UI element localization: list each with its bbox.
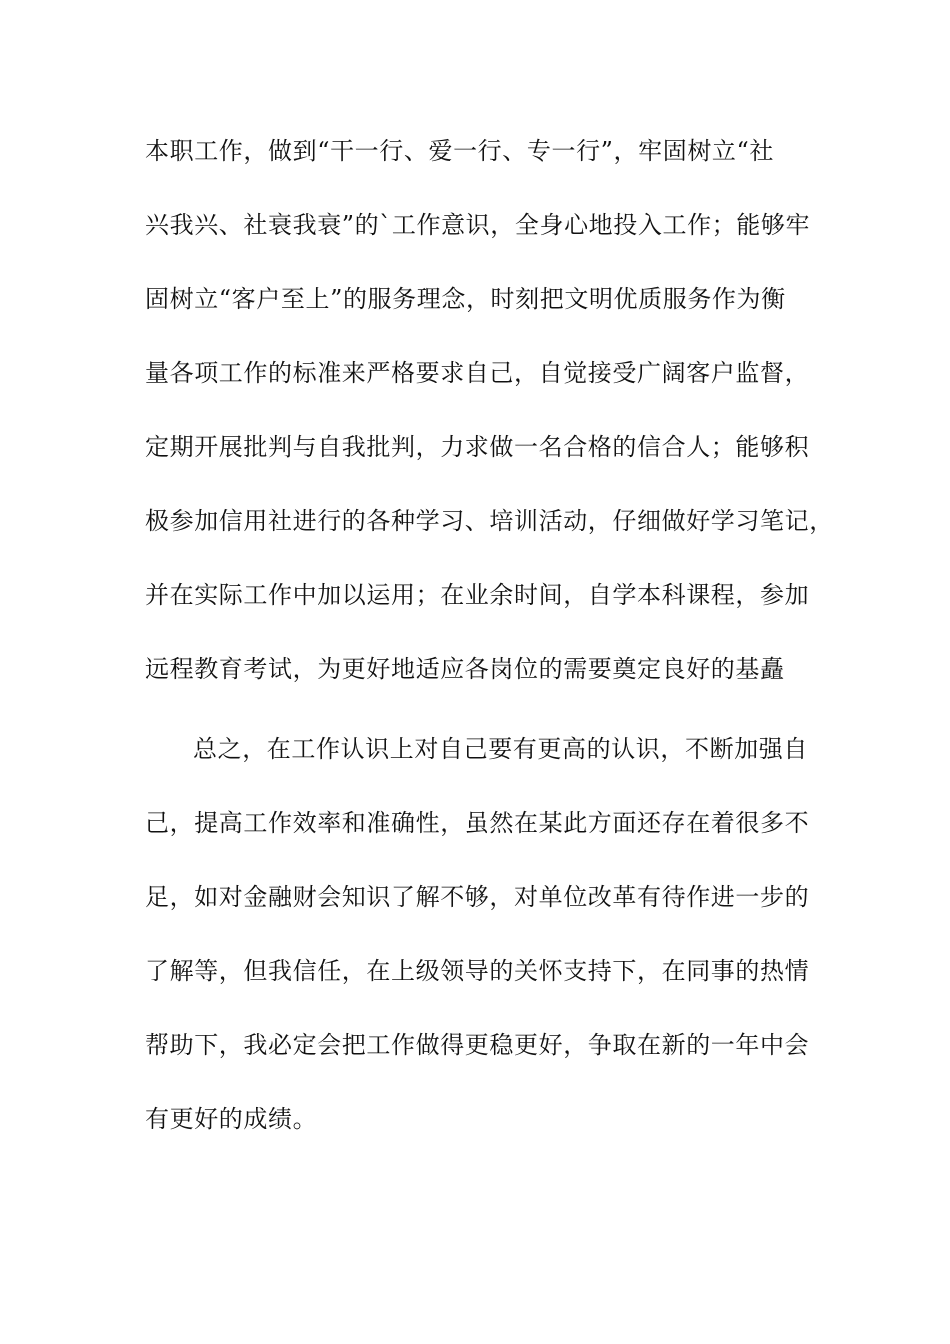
text-line: 定期开展批判与自我批判，力求做一名合格的信合人；能够积	[145, 433, 810, 461]
text-line: 有更好的成绩。	[145, 1105, 318, 1133]
text-line: 己，提高工作效率和准确性，虽然在某此方面还存在着很多不	[145, 809, 810, 837]
text-line: 量各项工作的标准来严格要求自己，自觉接受广阔客户监督，	[145, 359, 810, 387]
text-line: 极参加信用社进行的各种学习、培训活动，仔细做好学习笔记，	[145, 507, 834, 535]
text-line: 本职工作，做到“干一行、爱一行、专一行”，牢固树立“社	[145, 137, 775, 165]
text-line: 并在实际工作中加以运用；在业余时间，自学本科课程，参加	[145, 581, 810, 609]
text-line: 固树立“客户至上”的服务理念，时刻把文明优质服务作为衡	[145, 285, 786, 313]
text-line: 兴我兴、社衰我衰”的`工作意识，全身心地投入工作；能够牢	[145, 211, 811, 239]
text-line: 足，如对金融财会知识了解不够，对单位改革有待作进一步的	[145, 883, 810, 911]
text-line: 远程教育考试，为更好地适应各岗位的需要奠定良好的基矗	[145, 655, 785, 683]
paragraph-first-line: 总之，在工作认识上对自己要有更高的认识，不断加强自	[193, 735, 808, 763]
text-line: 帮助下，我必定会把工作做得更稳更好，争取在新的一年中会	[145, 1031, 810, 1059]
text-line: 了解等，但我信任，在上级领导的关怀支持下，在同事的热情	[145, 957, 810, 985]
